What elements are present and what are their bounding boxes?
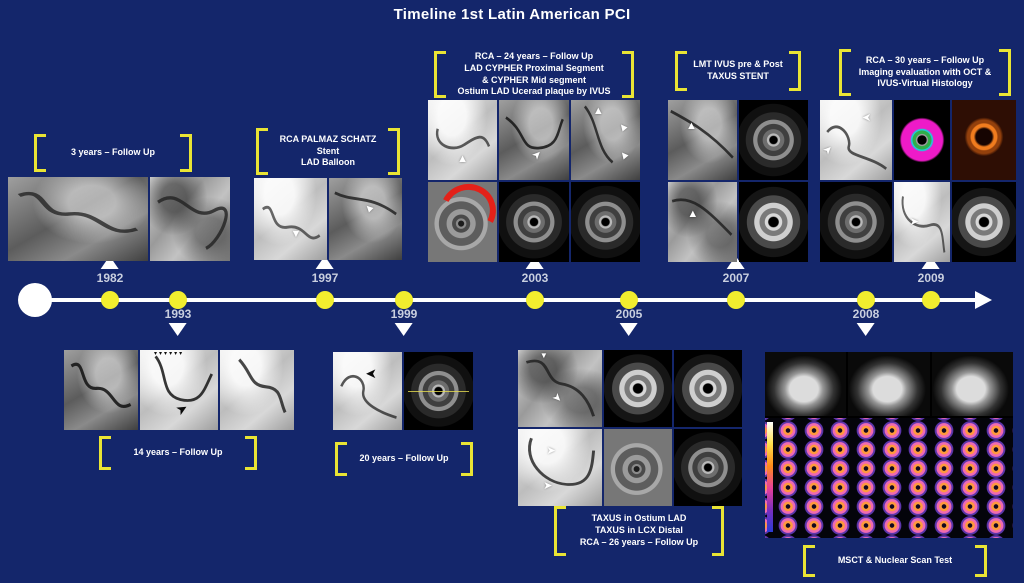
year-label: 2003	[521, 271, 549, 285]
angiogram-image	[668, 100, 737, 180]
angiogram-image	[64, 350, 138, 430]
image-group-1997	[254, 178, 402, 260]
bracket-right-icon	[245, 436, 257, 470]
year-label: 1982	[96, 271, 124, 285]
msct-image	[932, 352, 1013, 416]
image-group-2005	[518, 350, 742, 506]
white-arrow-icon: ▲	[614, 119, 631, 136]
label-line: 20 years – Follow Up	[359, 453, 449, 464]
bracket-right-icon	[461, 442, 473, 476]
bracket-left-icon	[675, 51, 687, 91]
vessel-graphic	[254, 178, 327, 260]
triangle-down-icon	[857, 323, 875, 336]
label-1997-text	[268, 128, 388, 175]
ivus-image	[604, 429, 672, 506]
white-arrow-icon: ➤	[529, 147, 545, 163]
vessel-graphic	[668, 182, 737, 262]
white-arrow-icon: ▲	[361, 199, 378, 216]
timeline-start-circle	[18, 283, 52, 317]
label-1982	[34, 134, 192, 172]
bracket-right-icon	[712, 506, 724, 556]
label-2007-text	[687, 51, 789, 91]
bracket-right-icon	[622, 51, 634, 98]
angiogram-image	[220, 350, 294, 430]
ivus-image	[571, 182, 640, 262]
vessel-graphic	[428, 100, 497, 180]
bracket-left-icon	[335, 442, 347, 476]
label-line: RCA – 30 years – Follow Up	[865, 54, 985, 65]
vessel-graphic	[8, 177, 148, 261]
angiogram-image	[518, 429, 602, 506]
timeline-dot-2003	[526, 291, 544, 309]
year-label: 2005	[615, 307, 643, 321]
label-line: Stent	[316, 145, 340, 156]
timeline-dot-2009	[922, 291, 940, 309]
label-1999	[335, 442, 473, 476]
image-group-1999	[333, 352, 473, 430]
label-line: Ostium LAD Ucerad plaque by IVUS	[457, 86, 611, 97]
angiogram-image	[668, 182, 737, 262]
ivus-image	[820, 182, 892, 262]
angiogram-image	[571, 100, 640, 180]
label-2005-text	[566, 506, 712, 556]
label-1993	[99, 436, 257, 470]
triangle-down-icon	[169, 323, 187, 336]
year-label: 1997	[311, 271, 339, 285]
image-group-2009	[820, 100, 1016, 262]
angiogram-image	[8, 177, 148, 261]
vessel-graphic	[894, 182, 950, 262]
label-2003-text	[446, 51, 622, 98]
white-arrow-icon: ➤	[821, 142, 837, 158]
year-marker-1997	[312, 256, 339, 285]
label-line: LAD Balloon	[301, 157, 355, 168]
vessel-graphic	[820, 100, 892, 180]
white-arrow-icon: ➤	[909, 216, 919, 229]
bracket-left-icon	[99, 436, 111, 470]
label-2009-text	[851, 49, 999, 96]
vessel-graphic	[571, 100, 640, 180]
angiogram-image	[820, 100, 892, 180]
timeline-dot-1982	[101, 291, 119, 309]
timeline-dot-1997	[316, 291, 334, 309]
label-line: RCA – 26 years – Follow Up	[579, 536, 699, 547]
image-group-2008	[765, 352, 1013, 538]
label-line: 3 years – Follow Up	[70, 147, 156, 158]
bracket-left-icon	[839, 49, 851, 96]
vessel-graphic	[333, 352, 402, 430]
ivus-image	[674, 350, 742, 427]
label-1997	[256, 128, 400, 175]
bracket-right-icon	[999, 49, 1011, 96]
bracket-left-icon	[34, 134, 46, 172]
angiogram-image	[140, 350, 218, 430]
bracket-right-icon	[975, 545, 987, 577]
year-label: 2009	[917, 271, 945, 285]
color-scale-bar	[767, 422, 773, 532]
vessel-graphic	[64, 350, 138, 430]
nuclear-scan-grid	[765, 418, 1013, 538]
white-arrow-icon: ▼	[539, 350, 548, 360]
year-label: 2007	[722, 271, 750, 285]
white-arrow-icon: ▲	[616, 146, 633, 163]
ivus-image	[404, 352, 473, 430]
label-line: RCA PALMAZ SCHATZ	[279, 133, 377, 144]
image-group-1993	[64, 350, 294, 430]
label-line: TAXUS STENT	[707, 71, 769, 81]
label-line: 14 years – Follow Up	[133, 447, 223, 458]
label-line: LAD CYPHER Proximal Segment	[464, 62, 604, 73]
bracket-right-icon	[388, 128, 400, 175]
white-arrow-icon: ➤	[546, 444, 556, 457]
label-line: MSCT & Nuclear Scan Test	[837, 555, 953, 566]
label-2005	[554, 506, 724, 556]
image-group-2007	[668, 100, 808, 262]
bracket-right-icon	[180, 134, 192, 172]
year-marker-1993	[165, 307, 192, 336]
bracket-left-icon	[803, 545, 815, 577]
ivus-image	[499, 182, 568, 262]
label-line: LMT IVUS pre & Post	[693, 59, 783, 70]
vessel-graphic	[140, 350, 218, 430]
label-1999-text	[347, 442, 461, 476]
ivus-image	[952, 182, 1016, 262]
ivus-virtual-histology-image	[894, 100, 950, 180]
timeline-arrowhead-icon	[975, 291, 992, 309]
bracket-left-icon	[554, 506, 566, 556]
vessel-graphic	[150, 177, 230, 261]
white-arrow-icon: ➤	[861, 111, 871, 124]
year-label: 1993	[164, 307, 192, 321]
year-marker-1999	[391, 307, 418, 336]
label-2008	[803, 545, 987, 577]
image-group-1982	[8, 177, 230, 261]
triangle-down-icon	[620, 323, 638, 336]
white-arrow-icon: ▲	[592, 105, 604, 118]
angiogram-image	[894, 182, 950, 262]
triangle-down-icon	[395, 323, 413, 336]
mini-arrowheads-icon: ▾▾▾▾▾▾	[154, 351, 185, 357]
angiogram-image	[254, 178, 327, 260]
label-line: TAXUS in LCX Distal	[595, 525, 683, 536]
label-1993-text	[111, 436, 245, 470]
year-marker-2005	[616, 307, 643, 336]
vessel-graphic	[518, 350, 602, 427]
label-2003	[434, 51, 634, 98]
year-marker-2008	[853, 307, 880, 336]
label-line: Imaging evaluation with OCT &	[858, 66, 992, 77]
label-line: IVUS-Virtual Histology	[877, 78, 973, 89]
white-arrow-icon: ➤	[543, 480, 553, 493]
vessel-graphic	[518, 429, 602, 506]
label-line: & CYPHER Mid segment	[481, 74, 586, 85]
timeline-dot-2007	[727, 291, 745, 309]
black-arrow-icon: ➤	[366, 366, 377, 381]
angiogram-image	[499, 100, 568, 180]
label-1982-text	[46, 134, 180, 172]
white-arrow-icon: ▲	[687, 208, 699, 221]
ivus-image	[739, 182, 808, 262]
angiogram-image	[333, 352, 402, 430]
white-arrow-icon: ▼	[290, 227, 302, 240]
image-group-2003	[428, 100, 640, 262]
year-label: 1999	[390, 307, 418, 321]
ivus-image	[604, 350, 672, 427]
white-arrow-icon: ▲	[685, 119, 697, 132]
msct-image	[848, 352, 929, 416]
vessel-graphic	[668, 100, 737, 180]
msct-image	[765, 352, 846, 416]
bracket-right-icon	[789, 51, 801, 91]
label-line: RCA – 24 years – Follow Up	[474, 51, 594, 62]
ivus-image	[739, 100, 808, 180]
label-line: TAXUS in Ostium LAD	[591, 513, 687, 524]
label-2008-text	[815, 545, 975, 577]
oct-image	[952, 100, 1016, 180]
msct-row	[765, 352, 1013, 416]
bracket-left-icon	[256, 128, 268, 175]
label-2009	[839, 49, 1011, 96]
vessel-graphic	[499, 100, 568, 180]
vessel-graphic	[220, 350, 294, 430]
page-title: Timeline 1st Latin American PCI	[393, 6, 631, 23]
ivus-image	[428, 182, 497, 262]
black-arrow-icon: ➤	[174, 400, 191, 418]
angiogram-image	[150, 177, 230, 261]
measurement-line-icon	[408, 391, 469, 392]
ivus-image	[674, 429, 742, 506]
year-label: 2008	[852, 307, 880, 321]
angiogram-image	[428, 100, 497, 180]
vessel-graphic	[329, 178, 402, 260]
red-arc-highlight	[433, 182, 497, 245]
white-arrow-icon: ▲	[457, 153, 468, 166]
angiogram-image	[329, 178, 402, 260]
bracket-left-icon	[434, 51, 446, 98]
white-arrow-icon: ➤	[549, 390, 565, 406]
label-2007	[675, 51, 801, 91]
angiogram-image	[518, 350, 602, 427]
